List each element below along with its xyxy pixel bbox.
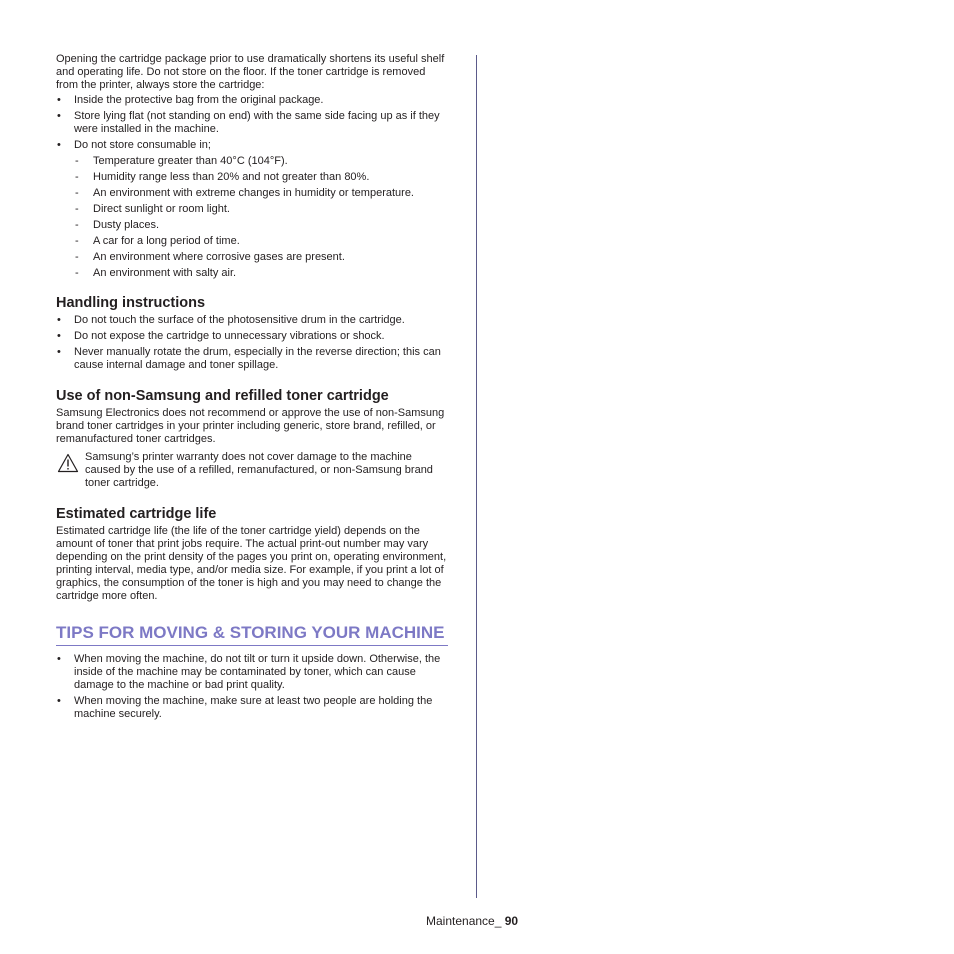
sub-list-item: - Dusty places. [56, 219, 448, 232]
list-item: • Store lying flat (not standing on end) with the same side facing up as if they were installed in the machine. [56, 110, 448, 136]
list-item: • Do not expose the cartridge to unnecessary vibrations or shock. [56, 330, 448, 343]
left-column [56, 53, 448, 721]
handling-heading: Handling instructions [56, 295, 206, 311]
life-paragraph: Estimated cartridge life (the life of the toner cartridge yield) depends on the amount of toner that print jobs require. The actual print-out number may vary depending on the print density of the pages you print on, operating environment, printing interval, media type, and/or media size. For example, if you print a lot of graphics, the consumption of the toner is high and you may need to change the cartridge more often. [56, 525, 447, 602]
non-samsung-paragraph: Samsung Electronics does not recommend or approve the use of non-Samsung brand toner cartridges in your printer including generic, store brand, refilled, or remanufactured toner cartridges. [56, 407, 445, 445]
non-samsung-heading: Use of non-Samsung and refilled toner cartridge [56, 388, 389, 404]
list-item: • Inside the protective bag from the original package. [56, 94, 448, 107]
list-item: • Never manually rotate the drum, especially in the reverse direction; this can cause internal damage and toner spillage. [56, 346, 448, 372]
caution-text: Samsung’s printer warranty does not cover damage to the machine caused by the use of a refilled, remanufactured, or non-Samsung brand toner cartridge. [85, 451, 433, 489]
page-footer [426, 914, 518, 928]
sub-list-item: - Humidity range less than 20% and not greater than 80%. [56, 171, 448, 184]
sub-list-item: - An environment with salty air. [56, 267, 448, 280]
list-item: • When moving the machine, do not tilt or turn it upside down. Otherwise, the inside of the machine may be contaminated by toner, which can cause damage to the machine or bad print quality. [56, 653, 448, 692]
sub-list-item: - Temperature greater than 40°C (104°F). [56, 155, 448, 168]
list-item: • When moving the machine, make sure at least two people are holding the machine securely. [56, 695, 448, 721]
caution-triangle-icon [57, 453, 79, 473]
footer-section: Maintenance_ [426, 914, 502, 928]
list-item: • Do not touch the surface of the photosensitive drum in the cartridge. [56, 314, 448, 327]
life-heading: Estimated cartridge life [56, 506, 217, 522]
sub-list-item: - Direct sunlight or room light. [56, 203, 448, 216]
list-item: • Do not store consumable in; [56, 139, 448, 152]
sub-list-item: - An environment with extreme changes in humidity or temperature. [56, 187, 448, 200]
page-number: 90 [504, 914, 519, 928]
intro-paragraph: Opening the cartridge package prior to use dramatically shortens its useful shelf and operating life. Do not store on the floor. If the toner cartridge is removed from the printer, always store the cartridge: [56, 53, 445, 91]
section-heading: TIPS FOR MOVING & STORING YOUR MACHINE [56, 623, 448, 646]
caution-note [56, 451, 448, 490]
sub-list-item: - An environment where corrosive gases are present. [56, 251, 448, 264]
sub-list-item: - A car for a long period of time. [56, 235, 448, 248]
column-divider [476, 55, 477, 898]
